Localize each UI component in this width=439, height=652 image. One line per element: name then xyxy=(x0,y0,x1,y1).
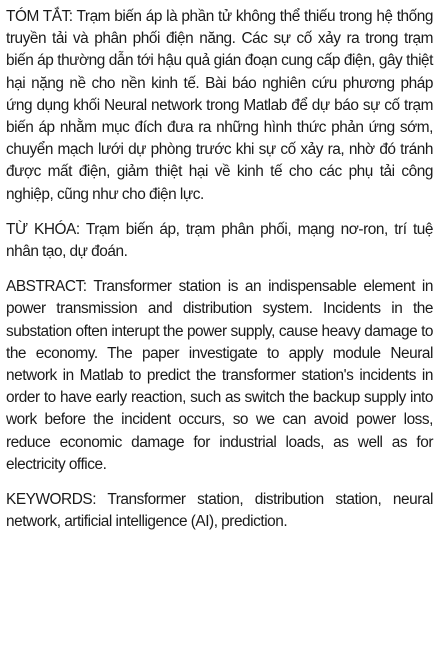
abstract-vietnamese-text: Trạm biến áp là phần tử không thể thiếu trong hệ thống truyền tải và phân phối điện năng. Các sự cố xảy ra trong trạm biến áp thường dẫn tới hậu quả gián đoạn cung cấp điện, gây thiệt hại nặng nề cho nền kinh tế. Bài báo nghiên cứu phương pháp ứng dụng khối Neural network trong Matlab để dự báo sự cố trạm biến áp nhằm mục đích đưa ra những hình thức phản ứng sớm, chuyển mạch lưới dự phòng trước khi sự cố xảy ra, nhờ đó tránh được mất điện, giảm thiệt hại về kinh tế cho các phụ tải công nghiệp, cũng như cho điện lực. xyxy=(6,8,433,203)
abstract-english-text: Transformer station is an indispensable element in power transmission and distribution system. Incidents in the substation often interupt the power supply, cause heavy damage to the economy. The paper investigate to apply module Neural network in Matlab to predict the transformer station's incidents in order to have early reaction, such as switch the backup supply into work before the incident occurs, so we can avoid power loss, reduce economic damage for industrial loads, as well as for electricity office. xyxy=(6,278,433,473)
abstract-english xyxy=(6,276,433,476)
keywords-english-label: KEYWORDS: xyxy=(6,491,97,509)
keywords-vietnamese-label: TỪ KHÓA: xyxy=(6,220,80,238)
keywords-vietnamese xyxy=(6,219,433,263)
keywords-english xyxy=(6,489,433,533)
abstract-vietnamese-label: TÓM TẮT: xyxy=(6,8,73,25)
keywords-vietnamese-text: Trạm biến áp, trạm phân phối, mạng nơ-ron, trí tuệ nhân tạo, dự đoán. xyxy=(6,220,433,261)
abstract-vietnamese xyxy=(6,6,433,206)
paper-front-matter xyxy=(6,6,433,546)
abstract-english-label: ABSTRACT: xyxy=(6,278,87,296)
keywords-english-text: Transformer station, distribution station, neural network, artificial intelligence (AI), prediction. xyxy=(6,491,433,531)
